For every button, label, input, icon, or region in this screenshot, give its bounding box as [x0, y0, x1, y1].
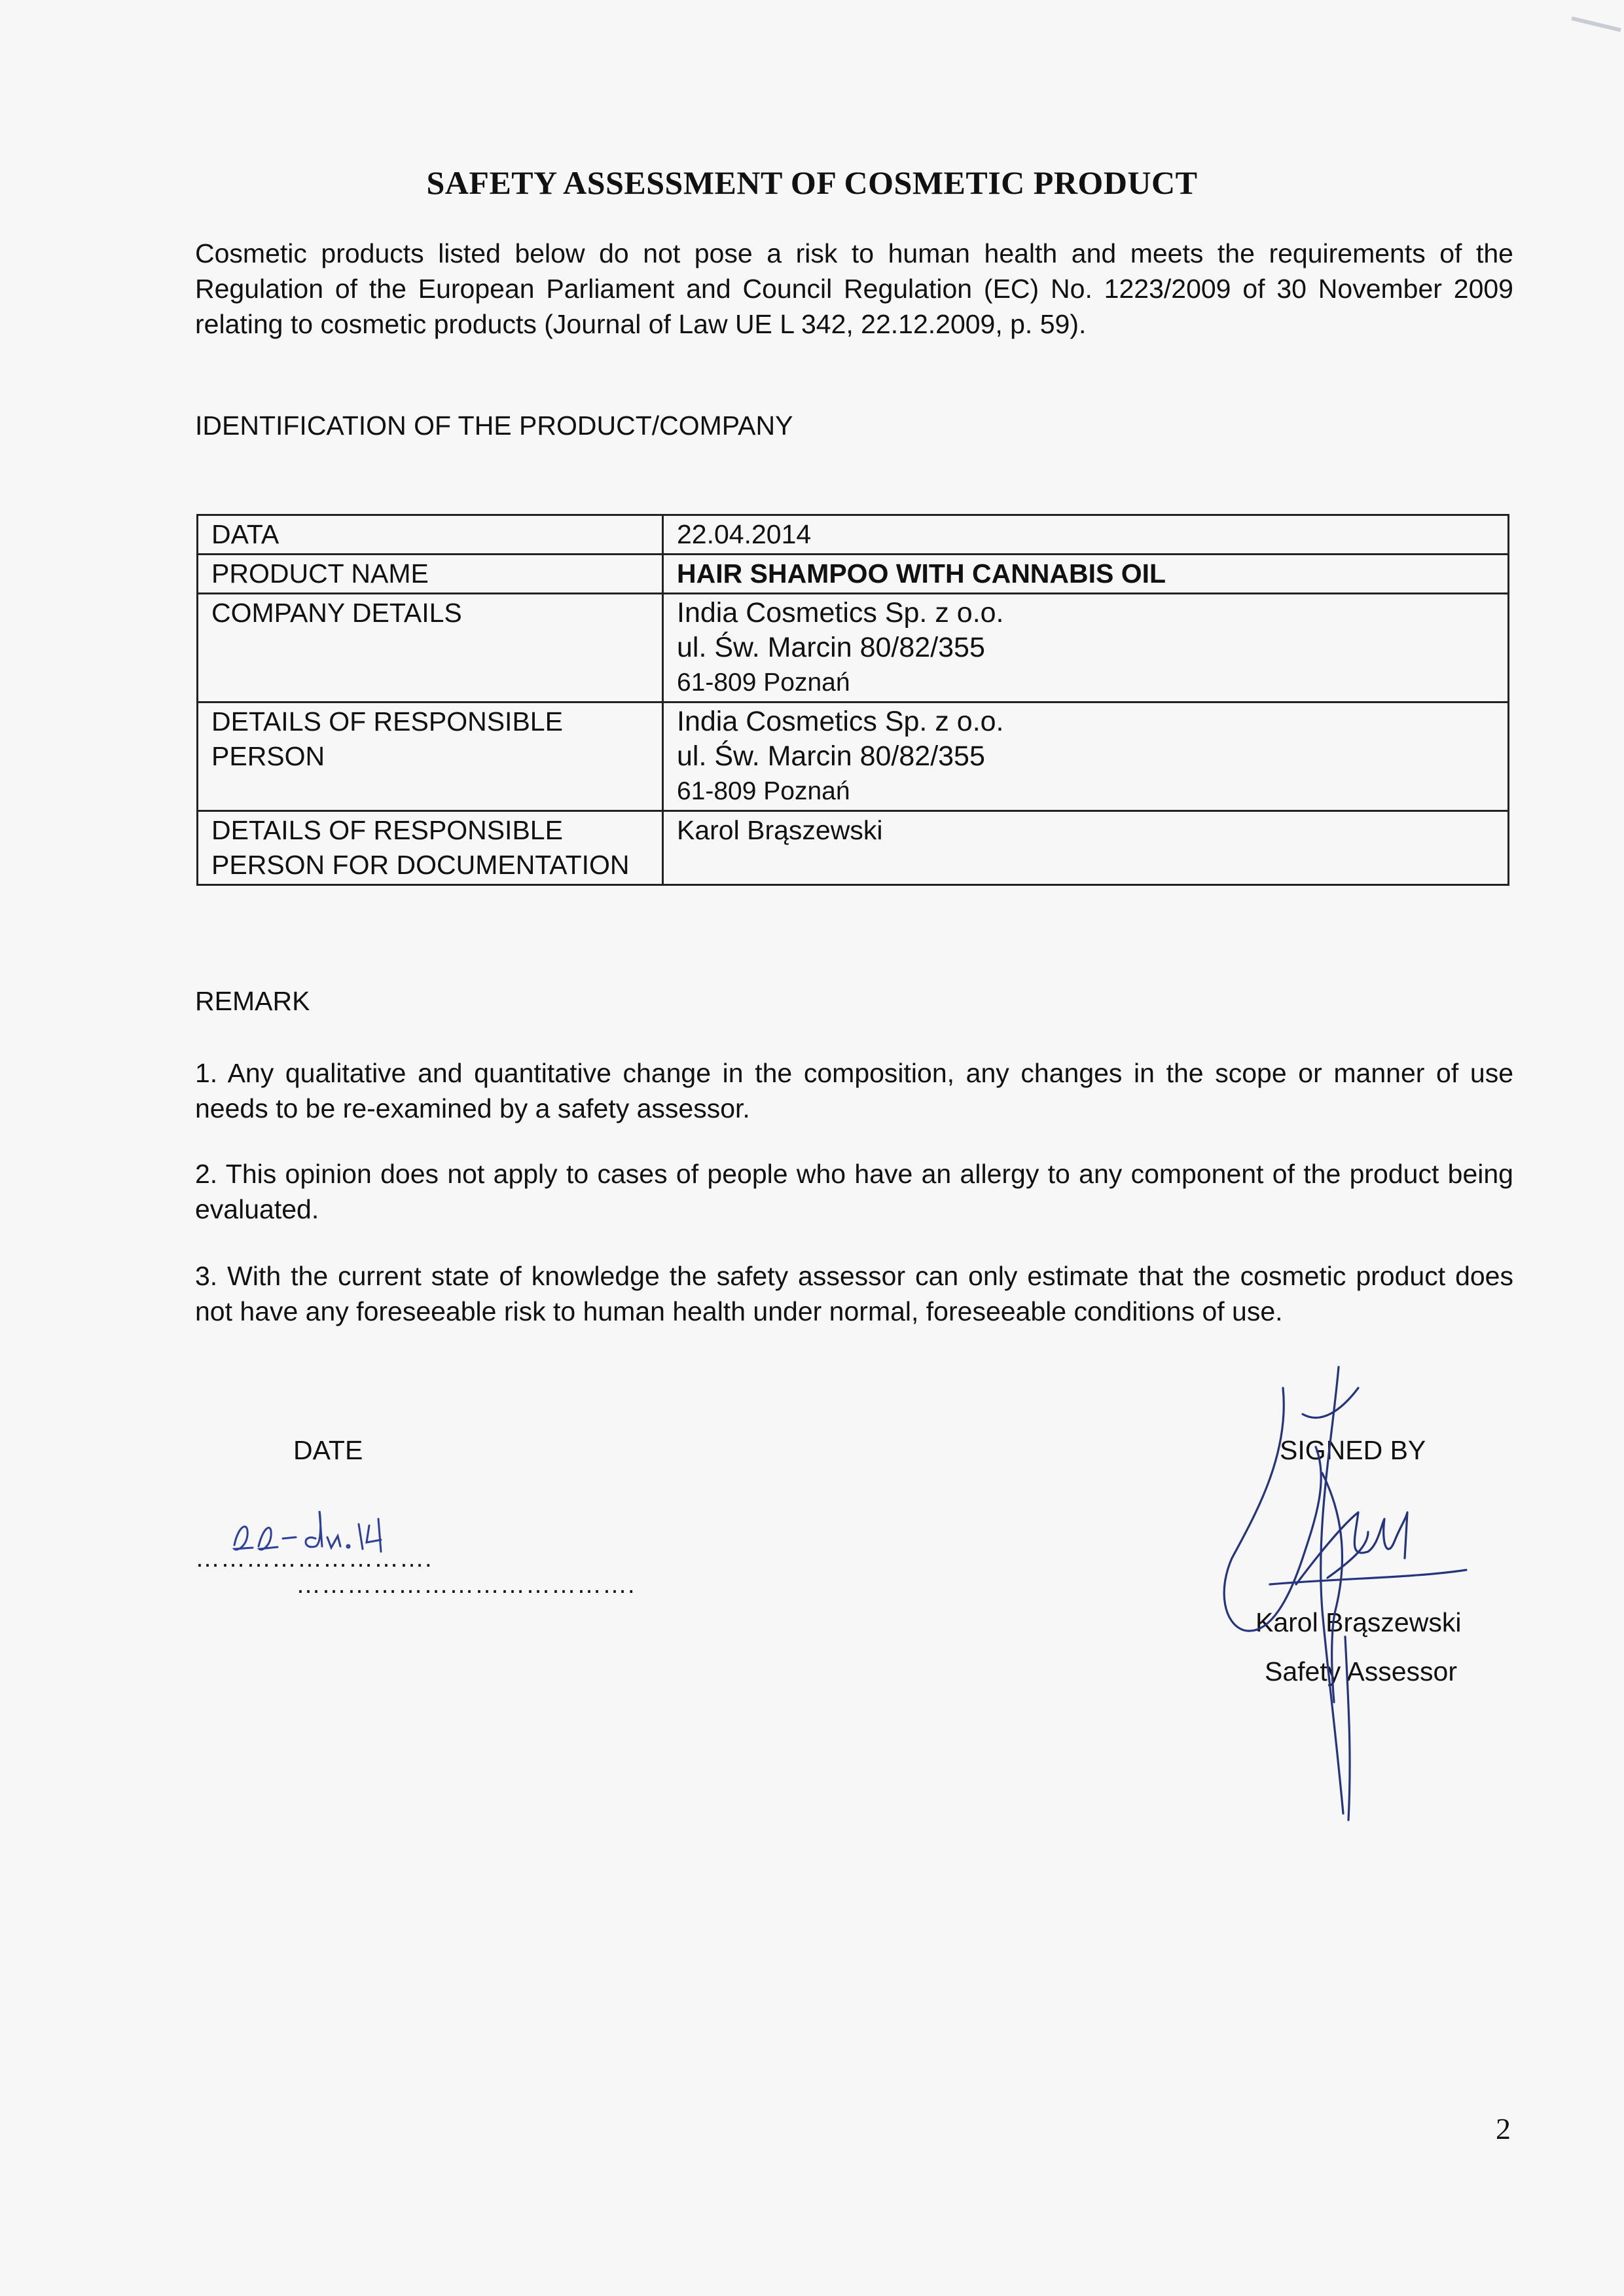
intro-paragraph: Cosmetic products listed below do not pose a risk to human health and meets the requirements of the Regulation of the European Parliament and Council Regulation (EC) No. 1223/2009 of 30 November 2009 relating to cosmetic products (Journal of Law UE L 342, 22.12.2009, p. 59). [195, 238, 1513, 339]
row-label: COMPANY DETAILS [198, 594, 663, 702]
address-line: 61-809 Poznań [677, 668, 850, 697]
handwritten-signature [1218, 1362, 1506, 1846]
table-row [198, 811, 1509, 885]
address-line: India Cosmetics Sp. z o.o. [677, 597, 1004, 629]
date-line: …………………………………. [296, 1571, 636, 1599]
row-label: DETAILS OF RESPONSIBLE PERSON FOR DOCUMENTATION [198, 811, 663, 885]
row-value: Karol Brąszewski [663, 811, 1509, 885]
row-label: DATA [198, 515, 663, 555]
row-label: PRODUCT NAME [198, 555, 663, 594]
product-info-table [196, 514, 1509, 886]
signed-by-label: SIGNED BY [1280, 1435, 1426, 1465]
row-value: HAIR SHAMPOO WITH CANNABIS OIL [663, 555, 1509, 594]
corner-fold-mark [1565, 12, 1624, 38]
address-line: ul. Św. Marcin 80/82/355 [677, 632, 985, 663]
assessor-role: Safety Assessor [1265, 1656, 1457, 1686]
table-row [198, 555, 1509, 594]
page-number: 2 [1496, 2112, 1511, 2145]
row-value [663, 594, 1509, 702]
row-label: DETAILS OF RESPONSIBLE PERSON [198, 702, 663, 811]
date-signature-line: ………………………. [195, 1545, 433, 1573]
date-label: DATE [293, 1435, 363, 1465]
row-value [663, 702, 1509, 811]
table-row [198, 594, 1509, 702]
remark-heading: REMARK [195, 986, 310, 1016]
table-row [198, 702, 1509, 811]
remark-1: 1. Any qualitative and quantitative change in the composition, any changes in the scope or manner of use needs to be re-examined by a safety assessor. [195, 1058, 1513, 1123]
assessor-name: Karol Brąszewski [1255, 1607, 1462, 1637]
address-line: India Cosmetics Sp. z o.o. [677, 706, 1004, 737]
address-line: ul. Św. Marcin 80/82/355 [677, 740, 985, 772]
remark-3: 3. With the current state of knowledge the safety assessor can only estimate that the cosmetic product does not have any foreseeable risk to human health under normal, foreseeable conditions of use. [195, 1261, 1513, 1326]
address-line: 61-809 Poznań [677, 777, 850, 805]
remark-2: 2. This opinion does not apply to cases of people who have an allergy to any component of the product being evaluated. [195, 1159, 1513, 1224]
table-row [198, 515, 1509, 555]
identification-heading: IDENTIFICATION OF THE PRODUCT/COMPANY [195, 410, 793, 441]
document-title: SAFETY ASSESSMENT OF COSMETIC PRODUCT [426, 164, 1198, 201]
row-value: 22.04.2014 [663, 515, 1509, 555]
